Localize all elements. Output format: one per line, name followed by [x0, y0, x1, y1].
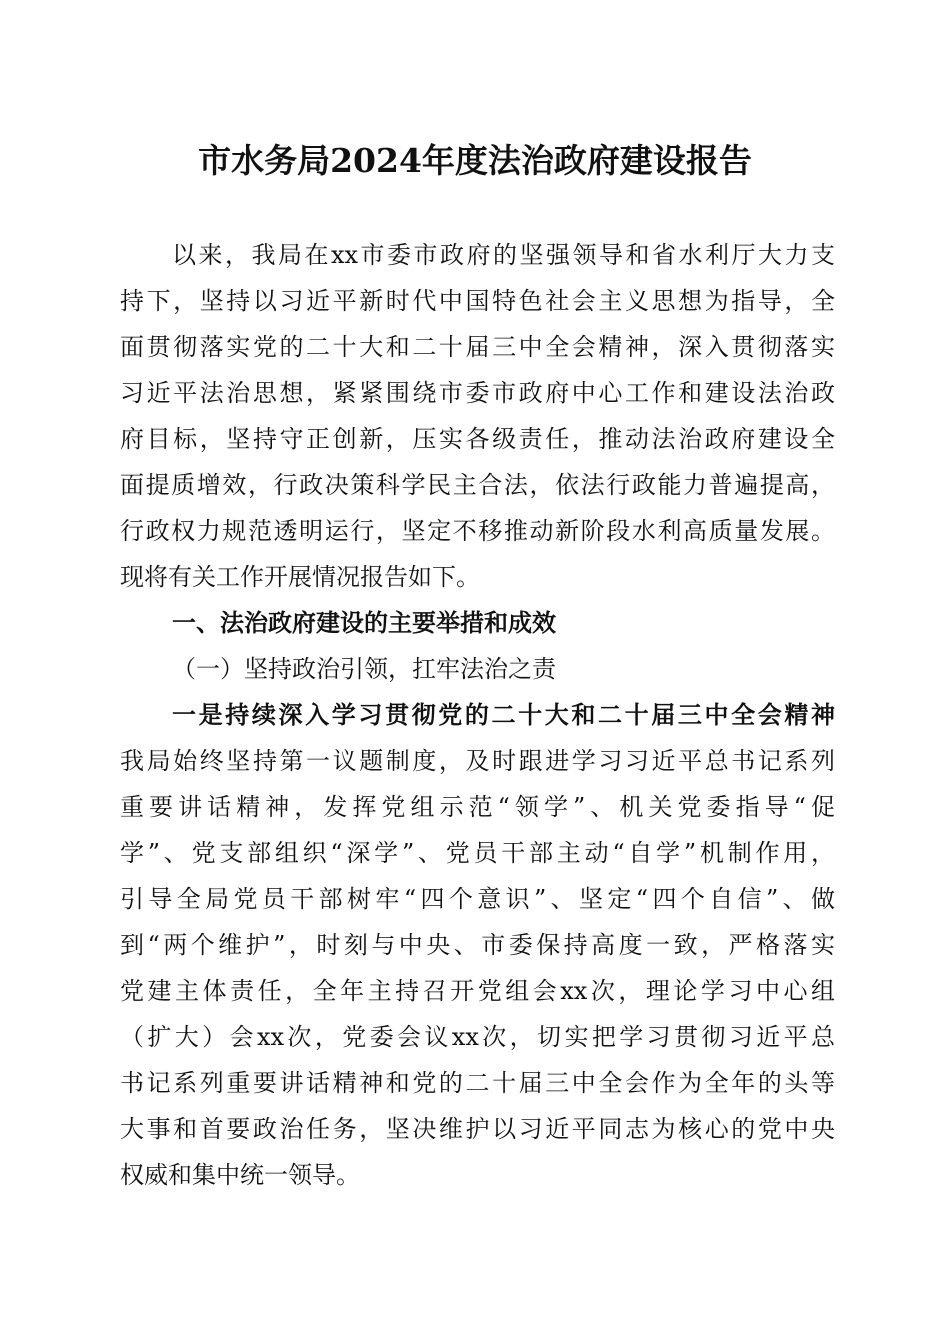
paragraph-lead-line: 一是持续深入学习贯彻党的二十大和二十届三中全会精神 — [172, 700, 835, 729]
paragraph-line: （扩大）会xx次，党委会议xx次，切实把学习贯彻习近平总 — [120, 1023, 835, 1051]
paragraph-line: 重要讲话精神，发挥党组示范“领学”、机关党委指导“促 — [120, 793, 835, 821]
paragraph-line: 权威和集中统一领导。 — [120, 1161, 360, 1189]
paragraph-line: 党建主体责任，全年主持召开党组会xx次，理论学习中心组 — [120, 977, 835, 1005]
paragraph-line: 现将有关工作开展情况报告如下。 — [120, 563, 480, 591]
paragraph-line: 到“两个维护”，时刻与中央、市委保持高度一致，严格落实 — [120, 931, 835, 959]
paragraph-line: 我局始终坚持第一议题制度，及时跟进学习习近平总书记系列 — [120, 747, 835, 775]
paragraph-line: 面贯彻落实党的二十大和二十届三中全会精神，深入贯彻落实 — [120, 333, 835, 361]
paragraph-line: 大事和首要政治任务，坚决维护以习近平同志为核心的党中央 — [120, 1115, 835, 1143]
paragraph-line: 学”、党支部组织“深学”、党员干部主动“自学”机制作用， — [120, 839, 835, 867]
paragraph-line: 习近平法治思想，紧紧围绕市委市政府中心工作和建设法治政 — [120, 379, 835, 407]
subsection-heading: （一）坚持政治引领，扛牢法治之责 — [172, 655, 556, 683]
paragraph-line: 府目标，坚持守正创新，压实各级责任，推动法治政府建设全 — [120, 425, 835, 453]
paragraph-line: 行政权力规范透明运行，坚定不移推动新阶段水利高质量发展。 — [120, 517, 835, 545]
paragraph-line: 持下，坚持以习近平新时代中国特色社会主义思想为指导，全 — [120, 287, 835, 315]
paragraph-line: 以来，我局在xx市委市政府的坚强领导和省水利厅大力支 — [172, 241, 835, 269]
section-heading: 一、法治政府建设的主要举措和成效 — [172, 609, 556, 637]
document-title: 市水务局2024年度法治政府建设报告 — [198, 141, 752, 180]
document-body — [120, 232, 835, 1198]
paragraph-line: 书记系列重要讲话精神和党的二十届三中全会作为全年的头等 — [120, 1069, 835, 1097]
paragraph-line: 面提质增效，行政决策科学民主合法，依法行政能力普遍提高， — [120, 471, 835, 499]
paragraph-line: 引导全局党员干部树牢“四个意识”、坚定“四个自信”、做 — [120, 885, 835, 913]
